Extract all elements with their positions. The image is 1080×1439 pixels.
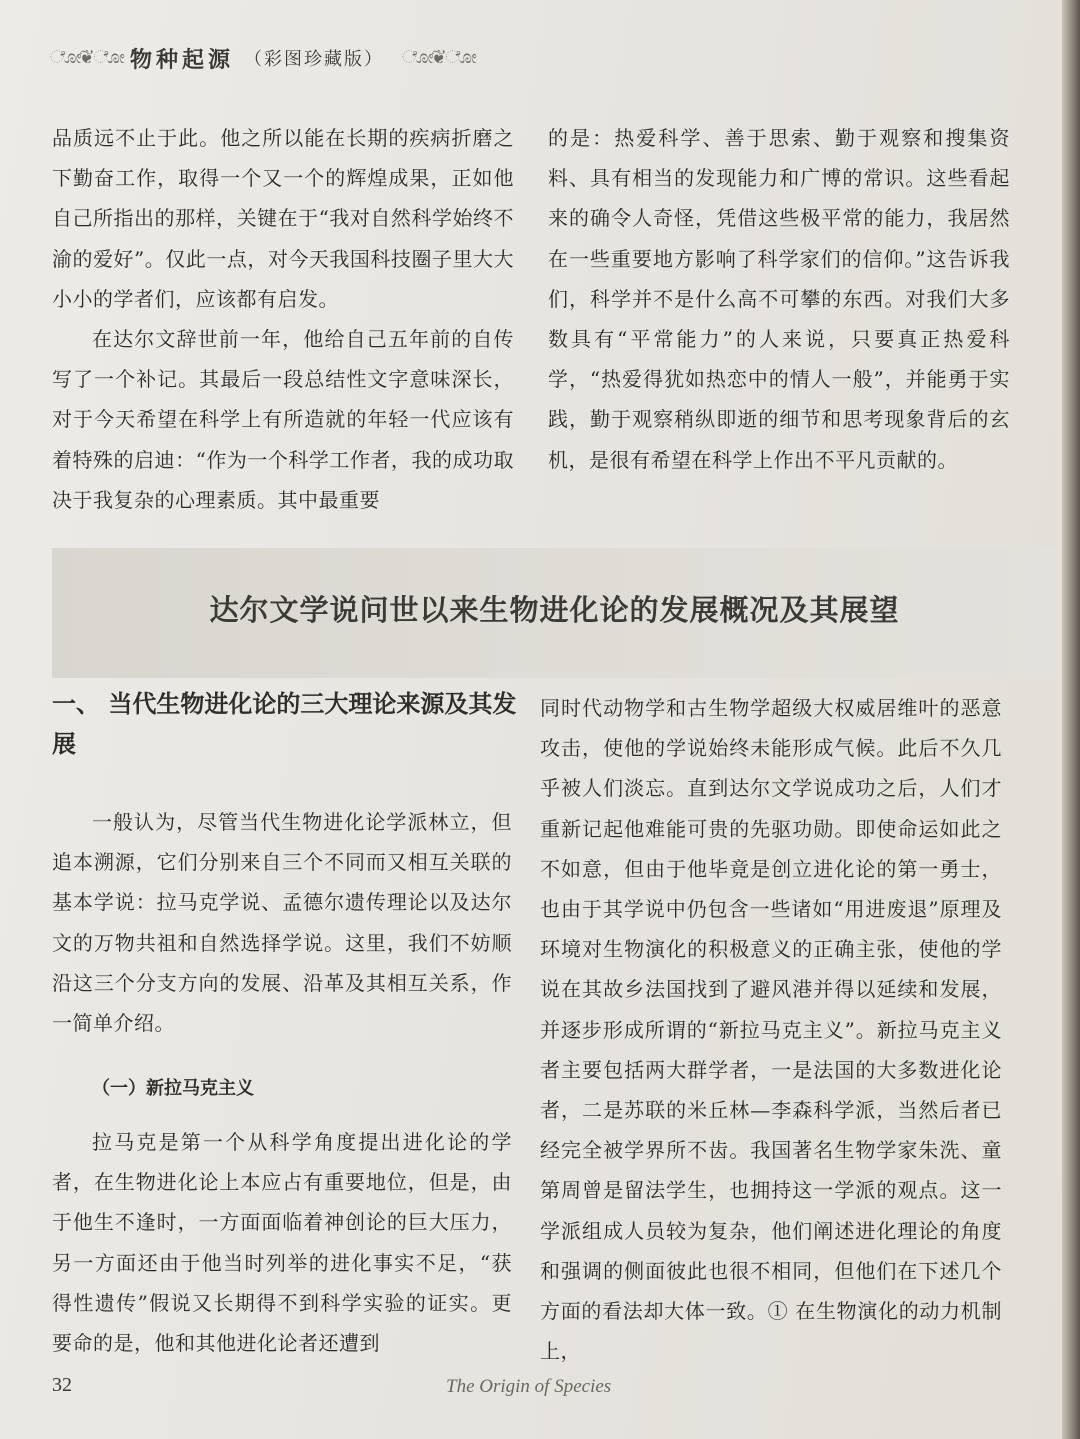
paragraph: 在达尔文辞世前一年，他给自己五年前的自传写了一个补记。其最后一段总结性文字意味深长，对于今天希望在科学上有所造就的年轻一代应该有着特殊的启迪：“作为一个科学工作者，我的成功取决于我复杂的心理素质。其中最重要 (52, 327, 514, 512)
paragraph: 拉马克是第一个从科学角度提出进化论的学者，在生物进化论上本应占有重要地位，但是，由于他生不逢时，一方面面临着神创论的巨大压力，另一方面还由于他当时列举的进化事实不足，“获得性遗传”假说又长期得不到科学实验的证实。更要命的是，他和其他进化论者还遭到 (52, 1130, 512, 1356)
page-edge-shadow (1062, 0, 1080, 1439)
section-intro (52, 802, 512, 1043)
section-heading: 一、 当代生物进化论的三大理论来源及其发展 (52, 690, 517, 758)
top-right-column (548, 118, 1010, 480)
book-subtitle: （彩图珍藏版） (244, 49, 385, 70)
ornament-right-icon: ೋ❦ೋ (402, 47, 475, 68)
footer-book-title: The Origin of Species (446, 1376, 612, 1397)
page-number: 32 (52, 1374, 72, 1396)
running-header (50, 36, 475, 80)
paragraph: 品质远不止于此。他之所以能在长期的疾病折磨之下勤奋工作，取得一个又一个的辉煌成果，正如他自己所指出的那样，关键在于“我对自然科学始终不渝的爱好”。仅此一点，对今天我国科技圈子里大大小小的学者们，应该都有启发。 (52, 126, 514, 311)
paragraph: 一般认为，尽管当代生物进化论学派林立，但追本溯源，它们分别来自三个不同而又相互关联的基本学说：拉马克学说、孟德尔遗传理论以及达尔文的万物共祖和自然选择学说。这里，我们不妨顺沿这三个分支方向的发展、沿革及其相互关系，作一简单介绍。 (52, 810, 512, 1036)
book-title: 物种起源 (130, 46, 235, 73)
paragraph: 同时代动物学和古生物学超级大权威居维叶的恶意攻击，使他的学说始终未能形成气候。此后不久几乎被人们淡忘。直到达尔文学说成功之后，人们才重新记起他难能可贵的先驱功勋。即使命运如此之不如意，但由于他毕竟是创立进化论的第一勇士，也由于其学说中仍包含一些诸如“用进废退”原理及环境对生物演化的积极意义的正确主张，使他的学说在其故乡法国找到了避风港并得以延续和发展，并逐步形成所谓的“新拉马克主义”。新拉马克主义者主要包括两大群学者，一是法国的大多数进化论者，二是苏联的米丘林—李森科学派，当然后者已经完全被学界所不齿。我国著名生物学家朱洗、童第周曾是留法学生，也拥持这一学派的观点。这一学派组成人员较为复杂，他们阐述进化理论的角度和强调的侧面彼此也很不相同，但他们在下述几个方面的看法却大体一致。① 在生物演化的动力机制上， (540, 696, 1002, 1364)
top-left-column (52, 118, 514, 520)
ornament-left-icon: ೋ❦ೋ (50, 47, 123, 68)
bottom-right-column (540, 688, 1002, 1371)
chapter-title: 达尔文学说问世以来生物进化论的发展概况及其展望 (209, 593, 900, 627)
bottom-left-column (52, 1122, 512, 1363)
chapter-banner (52, 548, 1057, 678)
paragraph: 的是：热爱科学、善于思索、勤于观察和搜集资料、具有相当的发现能力和广博的常识。这些看起来的确令人奇怪，凭借这些极平常的能力，我居然在一些重要地方影响了科学家们的信仰。”这告诉我们，科学并不是什么高不可攀的东西。对我们大多数具有“平常能力”的人来说，只要真正热爱科学，“热爱得犹如热恋中的情人一般”，并能勇于实践，勤于观察稍纵即逝的细节和思考现象背后的玄机，是很有希望在科学上作出不平凡贡献的。 (548, 126, 1010, 472)
subsection-heading: （一）新拉马克主义 (92, 1078, 254, 1099)
